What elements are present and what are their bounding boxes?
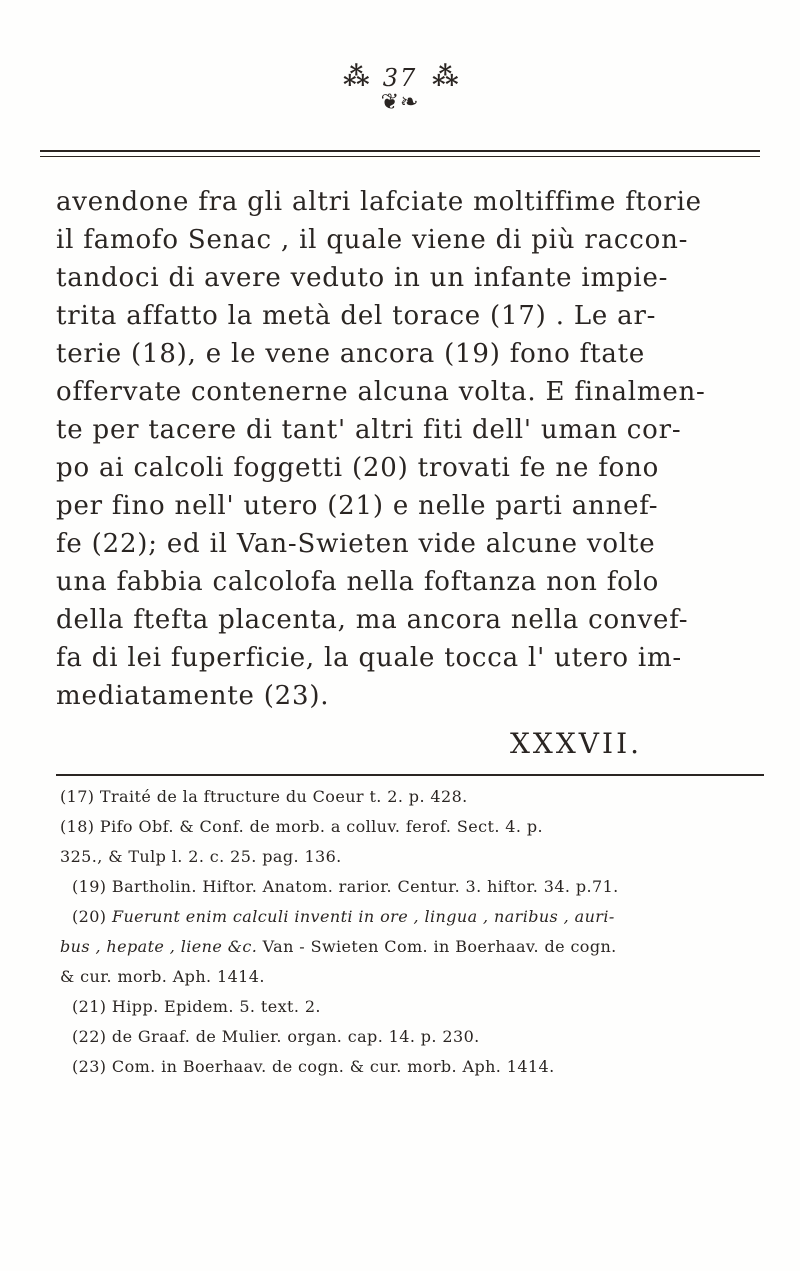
footnote-text: (23) Com. in Boerhaav. de cogn. & cur. morb. Aph. 1414. xyxy=(72,1057,555,1076)
footnote xyxy=(60,1022,770,1052)
text-line: offervate contenerne alcuna volta. E finalmen- xyxy=(56,377,706,407)
text-line: avendone fra gli altri lafciate moltiffime ftorie xyxy=(56,187,702,217)
footnote-continuation xyxy=(60,932,770,962)
text-line: trita affatto la metà del torace (17) . Le ar- xyxy=(56,301,657,331)
footnote-quote: bus , hepate , liene &c. xyxy=(60,937,258,956)
footnote xyxy=(60,812,770,842)
footnote-quote: Fuerunt enim calculi inventi in ore , lingua , naribus , auri- xyxy=(111,907,615,926)
footnote xyxy=(60,782,770,812)
footnote-rule xyxy=(56,774,764,776)
footnotes xyxy=(60,782,770,1082)
text-line: fa di lei fuperficie, la quale tocca l' utero im- xyxy=(56,643,682,673)
header-rule-thin xyxy=(40,156,760,157)
footnote-text: (19) Bartholin. Hiftor. Anatom. rarior. Centur. 3. hiftor. 34. p.71. xyxy=(72,877,619,896)
flourish-ornament-icon: ❦❧ xyxy=(380,90,420,115)
footnote xyxy=(60,902,770,932)
footnote-text: (17) Traité de la ftructure du Coeur t. 2. p. 428. xyxy=(60,787,468,806)
footnote-text: (18) Pifo Obf. & Conf. de morb. a colluv. ferof. Sect. 4. p. xyxy=(60,817,543,836)
footnote-text: Van - Swieten Com. in Boerhaav. de cogn. xyxy=(257,937,617,956)
page-number: 37 xyxy=(382,64,418,92)
text-line: una fabbia calcolofa nella foftanza non folo xyxy=(56,567,660,597)
footnote-continuation xyxy=(60,962,770,992)
header-rule xyxy=(40,150,760,152)
catchword: XXXVII. xyxy=(510,727,643,760)
footnote xyxy=(60,992,770,1022)
footnote xyxy=(60,1052,770,1082)
text-line: mediatamente (23). xyxy=(56,681,330,711)
footnote xyxy=(60,872,770,902)
flourish-left-icon: ⁂ xyxy=(343,62,370,92)
text-line: terie (18), e le vene ancora (19) fono ftate xyxy=(56,339,646,369)
footnote-text: (22) de Graaf. de Mulier. organ. cap. 14. p. 230. xyxy=(72,1027,480,1046)
text-line: il famofo Senac , il quale viene di più raccon- xyxy=(56,225,689,255)
text-line: per fino nell' utero (21) e nelle parti annef- xyxy=(56,491,659,521)
footnote-continuation xyxy=(60,842,770,872)
footnote-number: (20) xyxy=(72,907,112,926)
flourish-right-icon: ⁂ xyxy=(432,62,459,92)
text-line: po ai calcoli foggetti (20) trovati fe ne fono xyxy=(56,453,660,483)
footnote-text: 325., & Tulp l. 2. c. 25. pag. 136. xyxy=(60,847,342,866)
text-line: fe (22); ed il Van-Swieten vide alcune volte xyxy=(56,529,656,559)
text-line: tandoci di avere veduto in un infante impie- xyxy=(56,263,669,293)
text-line: te per tacere di tant' altri fiti dell' uman cor- xyxy=(56,415,682,445)
footnote-text: (21) Hipp. Epidem. 5. text. 2. xyxy=(72,997,321,1016)
page-header xyxy=(0,60,800,120)
main-text xyxy=(56,183,776,715)
footnote-text: & cur. morb. Aph. 1414. xyxy=(60,967,265,986)
text-line: della ftefta placenta, ma ancora nella convef- xyxy=(56,605,689,635)
